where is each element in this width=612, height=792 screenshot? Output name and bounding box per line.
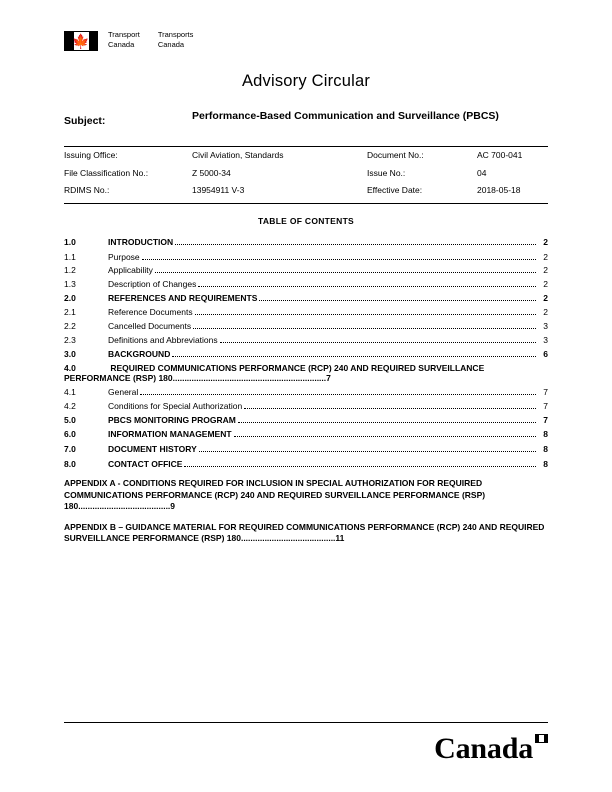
issuing-office-label: Issuing Office: — [64, 150, 118, 160]
toc-label: PBCS MONITORING PROGRAM — [108, 414, 236, 425]
toc-leader — [195, 314, 536, 315]
toc-number: 1.1 — [64, 251, 76, 262]
toc-page: 3 — [543, 334, 548, 345]
toc-number: 4.0 — [64, 363, 76, 374]
logo-wordmark-english — [108, 30, 140, 49]
metadata-row — [64, 150, 548, 168]
transport-canada-logo — [64, 30, 211, 51]
metadata-top-divider — [64, 146, 548, 147]
toc-number: 2.3 — [64, 334, 76, 345]
toc-page: 2 — [543, 251, 548, 262]
logo-fr-line2: Canada — [157, 39, 185, 49]
toc-leader — [259, 300, 536, 301]
subject-value: Performance-Based Communication and Surveillance (PBCS) — [192, 110, 499, 122]
toc-number: 2.0 — [64, 292, 76, 303]
effective-date-value: 2018-05-18 — [477, 185, 521, 195]
toc-number: 7.0 — [64, 444, 76, 455]
toc-label: Applicability — [108, 265, 153, 276]
toc-page: 7 — [326, 373, 331, 384]
logo-en-line2: Canada — [108, 39, 135, 49]
toc-item[interactable] — [64, 335, 548, 346]
toc-leader — [244, 408, 536, 409]
toc-leader — [142, 259, 536, 260]
toc-item[interactable] — [64, 459, 548, 470]
toc-page: 7 — [543, 401, 548, 412]
logo-en-line1: Transport — [108, 30, 140, 39]
toc-label: Reference Documents — [108, 307, 193, 318]
toc-label: Description of Changes — [108, 279, 197, 290]
toc-item[interactable] — [64, 307, 548, 318]
toc-label: Definitions and Abbreviations — [108, 334, 218, 345]
toc-item[interactable] — [64, 237, 548, 248]
toc-page: 6 — [543, 348, 548, 359]
rdims-no-label: RDIMS No.: — [64, 185, 110, 195]
toc-item[interactable] — [64, 429, 548, 440]
toc-page: 2 — [543, 237, 548, 247]
toc-page: 7 — [543, 414, 548, 425]
metadata-table — [64, 150, 548, 203]
effective-date-label: Effective Date: — [367, 185, 423, 195]
toc-leader — [199, 451, 536, 452]
toc-item[interactable] — [64, 444, 548, 455]
toc-page: 3 — [543, 321, 548, 332]
toc-page: 8 — [543, 429, 548, 440]
toc-number: 1.3 — [64, 279, 76, 290]
toc-appendix-item[interactable]: APPENDIX B – GUIDANCE MATERIAL FOR REQUIRED COMMUNICATIONS PERFORMANCE (RCP) 240 AND REQUIRED SURVEILLANCE PERFORMANCE (RSP) 180........................................11 — [64, 521, 545, 544]
document-no-label: Document No.: — [367, 150, 424, 160]
toc-number: 2.2 — [64, 321, 76, 332]
toc-label: General — [108, 387, 139, 398]
toc-item[interactable] — [64, 321, 548, 332]
toc-leader — [193, 328, 536, 329]
toc-label: BACKGROUND — [108, 348, 171, 359]
toc-leader — [198, 286, 536, 287]
toc-leader — [184, 466, 536, 467]
toc-number: 1.2 — [64, 265, 76, 276]
metadata-row — [64, 168, 548, 186]
table-of-contents — [64, 235, 548, 545]
toc-item[interactable] — [64, 293, 548, 304]
toc-page: 8 — [543, 458, 548, 469]
toc-appendix-page: 11 — [335, 533, 345, 544]
toc-item[interactable] — [64, 252, 548, 263]
toc-item[interactable] — [64, 265, 548, 276]
subject-label: Subject: — [64, 115, 106, 127]
toc-appendix-page: 9 — [170, 501, 176, 512]
toc-label: INTRODUCTION — [108, 237, 174, 247]
metadata-bottom-divider — [64, 203, 548, 204]
toc-label: Conditions for Special Authorization — [108, 401, 243, 412]
toc-number: 1.0 — [64, 237, 76, 247]
toc-leader — [238, 422, 536, 423]
issuing-office-value: Civil Aviation, Standards — [192, 150, 284, 160]
toc-number: 6.0 — [64, 429, 76, 440]
toc-number: 2.1 — [64, 307, 76, 318]
canada-flag-icon: 🍁 — [64, 31, 98, 51]
toc-appendix-item[interactable]: APPENDIX A - CONDITIONS REQUIRED FOR INCLUSION IN SPECIAL AUTHORIZATION FOR REQUIRED COMMUNICATIONS PERFORMANCE (RCP) 240 AND REQUIRED SURVEILLANCE PERFORMANCE (RSP) 180.......................................9 — [64, 478, 486, 512]
toc-label: DOCUMENT HISTORY — [108, 444, 197, 455]
toc-heading: TABLE OF CONTENTS — [257, 216, 355, 226]
toc-label: CONTACT OFFICE — [108, 458, 183, 469]
toc-leader — [140, 394, 536, 395]
toc-page: 2 — [543, 292, 548, 303]
toc-leader — [220, 342, 536, 343]
toc-label: INFORMATION MANAGEMENT — [108, 429, 232, 440]
canada-wordmark — [434, 732, 548, 766]
canada-wordmark-text: Canada — [434, 732, 533, 765]
toc-page: 2 — [543, 265, 548, 276]
toc-leader — [155, 272, 536, 273]
toc-leader — [172, 356, 536, 357]
toc-number: 3.0 — [64, 348, 76, 359]
toc-item[interactable] — [64, 349, 548, 360]
logo-fr-line1: Transports — [157, 30, 194, 39]
toc-item[interactable] — [64, 401, 548, 412]
toc-page: 2 — [543, 307, 548, 318]
toc-label: REFERENCES AND REQUIREMENTS — [108, 292, 258, 303]
issue-no-label: Issue No.: — [367, 167, 406, 178]
logo-wordmark-french — [158, 30, 194, 49]
document-no-value: AC 700-041 — [477, 150, 523, 160]
toc-label: Purpose — [108, 251, 140, 262]
rdims-no-value: 13954911 V-3 — [192, 185, 245, 195]
toc-page: 8 — [543, 444, 548, 455]
toc-label: Cancelled Documents — [108, 321, 192, 332]
file-classification-value: Z 5000-34 — [192, 167, 231, 178]
toc-label: REQUIRED COMMUNICATIONS PERFORMANCE (RCP) 240 AND REQUIRED SURVEILLANCE PERFORMANCE (RSP) 180 — [64, 363, 485, 384]
toc-number: 5.0 — [64, 414, 76, 425]
toc-item[interactable] — [64, 415, 548, 426]
toc-leader — [175, 244, 536, 245]
issue-no-value: 04 — [477, 167, 487, 178]
toc-item[interactable] — [64, 387, 548, 398]
file-classification-label: File Classification No.: — [64, 167, 149, 178]
toc-leader — [234, 436, 536, 437]
toc-number: 4.1 — [64, 387, 76, 398]
toc-number: 4.2 — [64, 401, 76, 412]
metadata-row — [64, 185, 548, 203]
canada-flag-icon — [535, 734, 548, 743]
toc-appendix-label: APPENDIX A - CONDITIONS REQUIRED FOR INCLUSION IN SPECIAL AUTHORIZATION FOR REQUIRED COMMUNICATIONS PERFORMANCE (RCP) 240 AND REQUIRED SURVEILLANCE PERFORMANCE (RSP) 180 — [64, 478, 486, 512]
page-title: Advisory Circular — [241, 72, 371, 90]
toc-item[interactable] — [64, 279, 548, 290]
logo-wordmark — [108, 30, 211, 49]
toc-item[interactable]: 4.0 REQUIRED COMMUNICATIONS PERFORMANCE (RCP) 240 AND REQUIRED SURVEILLANCE PERFORMANCE (RSP) 180.................................................................7 — [64, 363, 485, 384]
toc-page: 2 — [543, 279, 548, 290]
toc-page: 7 — [543, 387, 548, 398]
toc-number: 8.0 — [64, 458, 76, 469]
toc-appendix-label: APPENDIX B – GUIDANCE MATERIAL FOR REQUIRED COMMUNICATIONS PERFORMANCE (RCP) 240 AND REQUIRED SURVEILLANCE PERFORMANCE (RSP) 180 — [64, 521, 545, 544]
footer-divider — [64, 722, 548, 723]
